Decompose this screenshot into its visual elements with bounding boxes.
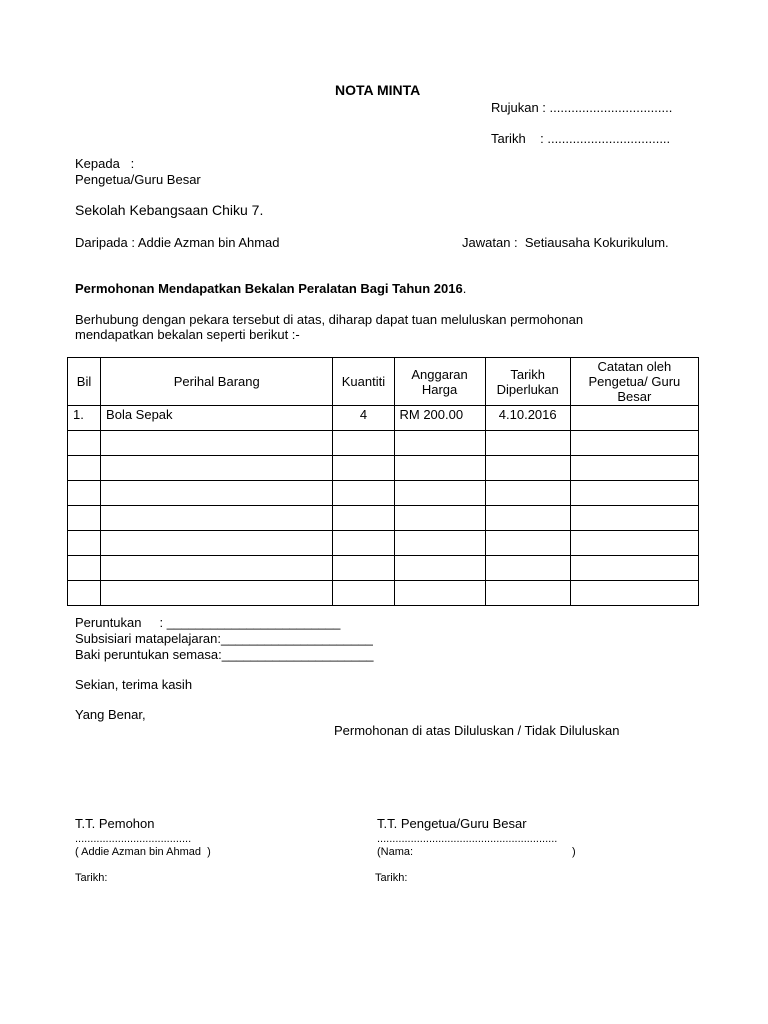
table-row <box>68 431 699 456</box>
cell-tarikh <box>485 456 570 481</box>
cell-catatan <box>570 431 698 456</box>
cell-catatan <box>570 556 698 581</box>
cell-tarikh <box>485 556 570 581</box>
pengetua-signature-line: ........................................................... <box>377 833 558 845</box>
pemohon-signature-line: ...................................... <box>75 833 192 845</box>
closing-yang-benar: Yang Benar, <box>75 707 146 722</box>
pengetua-name-close: ) <box>572 846 576 858</box>
cell-anggaran <box>394 456 485 481</box>
cell-tarikh <box>485 481 570 506</box>
approval-statement: Permohonan di atas Diluluskan / Tidak Diluluskan <box>334 723 620 738</box>
cell-kuantiti <box>333 481 394 506</box>
header-anggaran: Anggaran Harga <box>394 358 485 406</box>
pemohon-signature-label: T.T. Pemohon <box>75 816 155 831</box>
cell-tarikh <box>485 431 570 456</box>
cell-bil <box>68 531 101 556</box>
subject-text: Permohonan Mendapatkan Bekalan Peralatan Bagi Tahun 2016 <box>75 281 463 296</box>
cell-catatan <box>570 531 698 556</box>
cell-catatan <box>570 456 698 481</box>
body-line-1: Berhubung dengan pekara tersebut di atas, diharap dapat tuan meluluskan permohonan <box>75 312 584 327</box>
kepada-label: Kepada : <box>75 156 135 171</box>
school-name: Sekolah Kebangsaan Chiku 7. <box>75 202 264 218</box>
table-header-row <box>68 358 699 406</box>
body-line-2: mendapatkan bekalan seperti berikut :- <box>75 327 300 342</box>
jawatan-field: Jawatan : Setiausaha Kokurikulum. <box>462 235 669 250</box>
cell-catatan <box>570 506 698 531</box>
cell-kuantiti <box>333 556 394 581</box>
cell-perihal <box>101 506 333 531</box>
cell-perihal <box>101 556 333 581</box>
cell-anggaran <box>394 556 485 581</box>
cell-bil <box>68 431 101 456</box>
cell-anggaran <box>394 431 485 456</box>
cell-catatan <box>570 581 698 606</box>
cell-bil <box>68 506 101 531</box>
cell-kuantiti: 4 <box>333 406 394 431</box>
items-table <box>67 357 699 606</box>
table-row <box>68 406 699 431</box>
cell-perihal <box>101 481 333 506</box>
recipient-name: Pengetua/Guru Besar <box>75 172 201 187</box>
cell-perihal <box>101 581 333 606</box>
pengetua-signature-label: T.T. Pengetua/Guru Besar <box>377 816 527 831</box>
header-kuantiti: Kuantiti <box>333 358 394 406</box>
cell-tarikh <box>485 506 570 531</box>
cell-bil <box>68 556 101 581</box>
table-row <box>68 481 699 506</box>
cell-anggaran <box>394 531 485 556</box>
cell-bil <box>68 581 101 606</box>
table-row <box>68 506 699 531</box>
document-title: NOTA MINTA <box>335 82 421 98</box>
header-bil: Bil <box>68 358 101 406</box>
tarikh-field: Tarikh : .................................. <box>491 131 671 146</box>
rujukan-field: Rujukan : .................................. <box>491 100 673 115</box>
pemohon-tarikh: Tarikh: <box>75 872 108 884</box>
daripada-field: Daripada : Addie Azman bin Ahmad <box>75 235 280 250</box>
pemohon-name: ( Addie Azman bin Ahmad ) <box>75 846 211 858</box>
cell-tarikh <box>485 581 570 606</box>
subsisiari-field: Subsisiari matapelajaran:_____________________ <box>75 631 373 646</box>
table-row <box>68 556 699 581</box>
table-row <box>68 581 699 606</box>
cell-kuantiti <box>333 506 394 531</box>
baki-field: Baki peruntukan semasa:_____________________ <box>75 647 374 662</box>
header-catatan: Catatan oleh Pengetua/ Guru Besar <box>570 358 698 406</box>
cell-bil: 1. <box>68 406 101 431</box>
cell-perihal <box>101 431 333 456</box>
cell-catatan <box>570 481 698 506</box>
cell-anggaran <box>394 581 485 606</box>
cell-kuantiti <box>333 456 394 481</box>
cell-catatan <box>570 406 698 431</box>
subject-period: . <box>462 281 467 296</box>
cell-bil <box>68 481 101 506</box>
subject-line <box>75 281 466 296</box>
cell-tarikh: 4.10.2016 <box>485 406 570 431</box>
header-tarikh: Tarikh Diperlukan <box>485 358 570 406</box>
cell-anggaran <box>394 481 485 506</box>
table-row <box>68 456 699 481</box>
cell-anggaran: RM 200.00 <box>394 406 485 431</box>
pengetua-name: (Nama: <box>377 846 414 858</box>
cell-perihal <box>101 456 333 481</box>
cell-kuantiti <box>333 531 394 556</box>
header-perihal: Perihal Barang <box>101 358 333 406</box>
cell-tarikh <box>485 531 570 556</box>
cell-perihal <box>101 531 333 556</box>
table-row <box>68 531 699 556</box>
cell-bil <box>68 456 101 481</box>
peruntukan-field: Peruntukan : ________________________ <box>75 615 341 630</box>
pengetua-tarikh: Tarikh: <box>375 872 408 884</box>
closing-thanks: Sekian, terima kasih <box>75 677 193 692</box>
cell-anggaran <box>394 506 485 531</box>
cell-kuantiti <box>333 581 394 606</box>
cell-kuantiti <box>333 431 394 456</box>
cell-perihal: Bola Sepak <box>101 406 333 431</box>
